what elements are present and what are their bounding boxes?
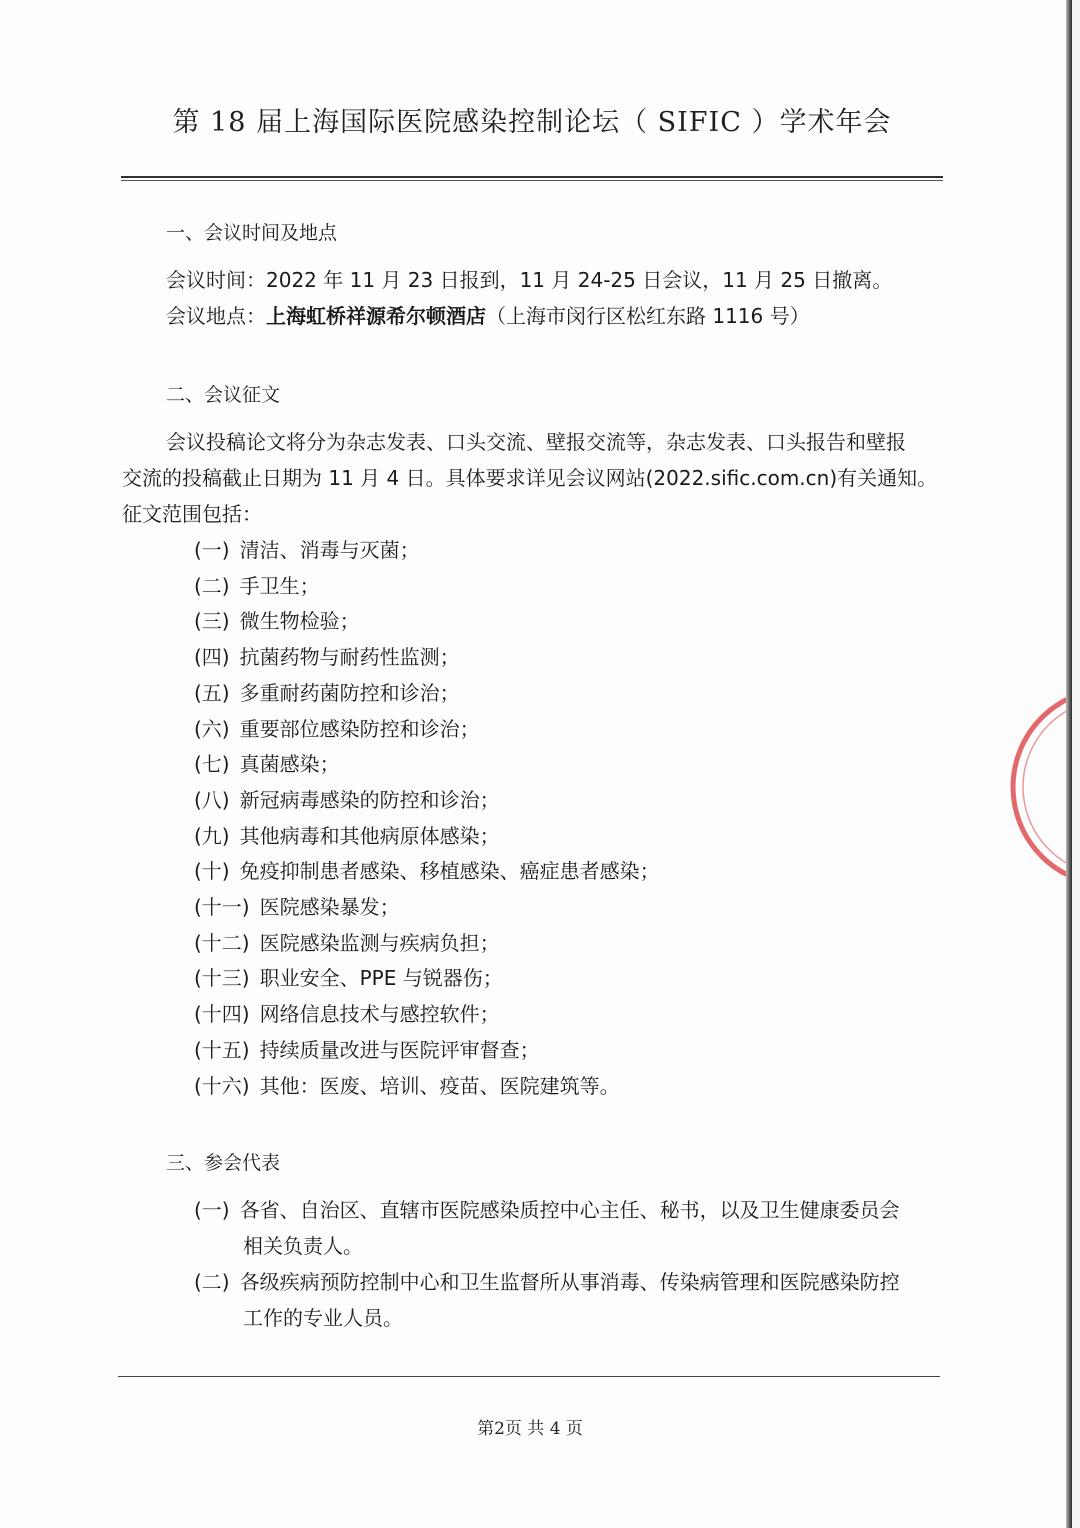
- header-rule-thin: [121, 180, 943, 181]
- topic-item-number: (三): [194, 609, 230, 634]
- meeting-place-address: （上海市闵行区松红东路 1116 号）: [486, 304, 810, 328]
- topic-item-text: 抗菌药物与耐药性监测；: [239, 645, 460, 670]
- topic-item-number: (十六): [194, 1073, 250, 1098]
- topic-list-item: [194, 855, 660, 884]
- scan-edge-shadow: [1066, 0, 1072, 1528]
- attendee-item: [194, 1194, 900, 1223]
- topic-list-item: [194, 927, 500, 956]
- attendee-item-text: 各省、自治区、直辖市医院感染质控中心主任、秘书，以及卫生健康委员会: [239, 1198, 900, 1222]
- topic-list-item: [194, 820, 500, 849]
- topic-item-text: 多重耐药菌防控和诊治；: [239, 680, 460, 705]
- topic-list-item: [194, 713, 480, 742]
- topic-list-item: [194, 605, 360, 634]
- topic-list-item: [194, 570, 320, 599]
- topic-item-number: (四): [194, 645, 230, 670]
- topic-list-item: [194, 962, 503, 991]
- topic-item-text: 免疫抑制患者感染、移植感染、癌症患者感染；: [239, 859, 660, 884]
- topic-list-item: [194, 784, 500, 813]
- attendee-item-continuation: 工作的专业人员。: [243, 1306, 403, 1330]
- topic-item-number: (二): [194, 573, 230, 598]
- topic-item-number: (五): [194, 680, 230, 705]
- attendee-item-continuation: 相关负责人。: [243, 1234, 363, 1258]
- section-heading-time-place: 一、会议时间及地点: [166, 222, 338, 244]
- topic-list-item: [194, 891, 400, 920]
- meeting-place-name: 上海虹桥祥源希尔顿酒店: [266, 304, 486, 328]
- meeting-time-label: 会议时间：: [166, 268, 266, 292]
- topic-item-number: (十四): [194, 1002, 250, 1027]
- topic-item-text: 医院感染监测与疾病负担；: [259, 930, 500, 955]
- topic-item-number: (十): [194, 859, 230, 884]
- attendee-item-number: (二): [194, 1270, 230, 1294]
- topic-item-number: (八): [194, 787, 230, 812]
- attendee-item-number: (一): [194, 1198, 230, 1222]
- topic-item-text: 其他病毒和其他病原体感染；: [239, 823, 500, 848]
- topic-list-item: [194, 998, 500, 1027]
- topic-list-item: [194, 534, 420, 563]
- topic-list-item: [194, 677, 460, 706]
- topic-list-item: [194, 748, 340, 777]
- section-heading-attendees: 三、参会代表: [166, 1152, 281, 1174]
- topic-item-text: 清洁、消毒与灭菌；: [239, 538, 420, 562]
- attendee-item: [194, 1266, 900, 1295]
- topic-item-text: 职业安全、PPE 与锐器伤；: [259, 966, 503, 991]
- call-paragraph-line-1: 会议投稿论文将分为杂志发表、口头交流、壁报交流等，杂志发表、口头报告和壁报: [166, 430, 906, 454]
- topic-item-number: (六): [194, 716, 230, 741]
- topic-item-text: 其他：医废、培训、疫苗、医院建筑等。: [259, 1073, 620, 1098]
- topic-list-item: [194, 641, 460, 670]
- topic-list-item: [194, 1034, 540, 1063]
- topic-item-text: 网络信息技术与感控软件；: [259, 1002, 500, 1027]
- meeting-place-line: [166, 300, 810, 329]
- meeting-time-line: [166, 264, 892, 293]
- section-heading-call-for-papers: 二、会议征文: [166, 384, 281, 406]
- document-header-title: 第 18 届上海国际医院感染控制论坛（ SIFIC ）学术年会: [172, 107, 892, 138]
- topic-item-number: (一): [194, 538, 230, 562]
- page-number: 第2页 共 4 页: [477, 1419, 583, 1439]
- topic-item-number: (十五): [194, 1037, 250, 1062]
- topic-item-text: 新冠病毒感染的防控和诊治；: [239, 787, 500, 812]
- topic-item-number: (十二): [194, 930, 250, 955]
- topic-item-number: (九): [194, 823, 230, 848]
- scan-edge-margin: [1072, 0, 1080, 1528]
- topic-item-text: 真菌感染；: [239, 752, 340, 777]
- topic-item-text: 重要部位感染防控和诊治；: [239, 716, 480, 741]
- attendee-item-text: 各级疾病预防控制中心和卫生监督所从事消毒、传染病管理和医院感染防控: [239, 1270, 900, 1294]
- topic-item-number: (七): [194, 752, 230, 777]
- call-paragraph-line-2: 交流的投稿截止日期为 11 月 4 日。具体要求详见会议网站(2022.sific.com.cn)有关通知。: [122, 466, 938, 490]
- topic-list-item: [194, 1070, 620, 1099]
- topic-item-text: 手卫生；: [239, 573, 320, 598]
- footer-rule: [118, 1376, 940, 1377]
- header-rule: [121, 176, 943, 178]
- topic-item-number: (十一): [194, 895, 250, 919]
- meeting-place-label: 会议地点：: [166, 304, 266, 328]
- meeting-time-value: 2022 年 11 月 23 日报到，11 月 24-25 日会议，11 月 25 日撤离。: [266, 268, 893, 292]
- topic-item-number: (十三): [194, 966, 250, 991]
- topic-item-text: 医院感染暴发；: [259, 895, 400, 919]
- topic-item-text: 持续质量改进与医院评审督查；: [259, 1037, 540, 1062]
- topic-item-text: 微生物检验；: [239, 609, 360, 634]
- call-paragraph-line-3: 征文范围包括：: [122, 502, 262, 526]
